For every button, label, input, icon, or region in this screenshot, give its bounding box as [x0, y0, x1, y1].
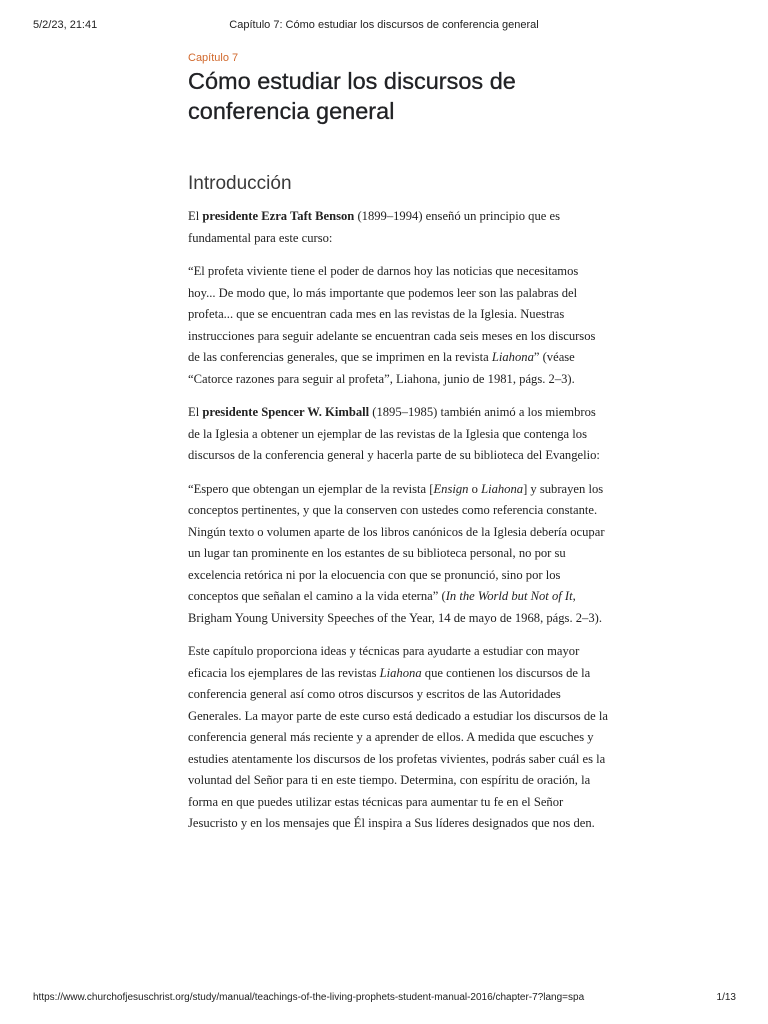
chapter-label: Capítulo 7: [188, 52, 239, 64]
section-title-introduccion: Introducción: [188, 173, 292, 194]
quote-text: “El profeta viviente tiene el poder de darnos hoy las noticias que necesitamos hoy... De modo que, lo más importante que podemos leer son las palabras del profeta... que se encuentran cada mes en las revistas de la Iglesia. Nuestras instrucciones para seguir adelante se encuentran cada seis meses en los discursos de las conferencias generales, que se imprimen en la revista: [188, 264, 596, 364]
print-page-title: Capítulo 7: Cómo estudiar los discursos de conferencia general: [229, 19, 539, 31]
chapter-title-line-1: Cómo estudiar los discursos de: [188, 68, 516, 94]
quote-kimball: [188, 479, 608, 630]
print-footer: [0, 990, 768, 1010]
paragraph-kimball: [188, 402, 608, 467]
paragraph-text: El: [188, 209, 203, 223]
publication-title: In the World but Not of It: [445, 589, 573, 603]
publication-title: Liahona: [481, 481, 524, 496]
speaker-name: presidente Ezra Taft Benson: [202, 209, 355, 223]
paragraph-chapter-overview: [188, 641, 608, 835]
page-number: 1/13: [716, 992, 736, 1003]
paragraph-benson: [188, 206, 608, 249]
publication-title: Liahona: [379, 665, 422, 680]
quote-citation: , Brigham Young University Speeches of the Year, 14 de mayo de 1968, págs. 2–3).: [188, 589, 602, 625]
quote-citation: ” (véase “Catorce razones para seguir al profeta”, Liahona, junio de 1981, págs. 2–3).: [188, 350, 575, 386]
publication-title: Liahona: [491, 350, 534, 364]
print-date: 5/2/23, 21:41: [33, 19, 98, 31]
quote-text: o: [468, 481, 482, 496]
paragraph-text: que contienen los discursos de la conferencia general así como otros discursos y escritos de las Autoridades Generales. La mayor parte de este curso está dedicado a estudiar los discursos de la conferencia general más reciente y a aprender de ellos. A medida que escuches y estudies atentamente los discursos de los profetas vivientes, podrás saber cuál es la voluntad del Señor para ti en este tiempo. Determina, con espíritu de oración, la forma en que puedes utilizar estas técnicas para aumentar tu fe en el Señor Jesucristo y en los mensajes que Él inspira a Sus líderes designados que nos den.: [188, 665, 608, 830]
chapter-title: [188, 66, 608, 126]
print-header: [0, 0, 768, 40]
quote-text: ] y subrayen los conceptos pertinentes, y que la conserven con ustedes como referencia constante. Ningún texto o volumen aparte de los libros canónicos de la Iglesia debería ocupar un lugar tan prominente en los estantes de su biblioteca personal, no por su excelencia retórica ni por la elocuencia con que se pronunció, sino por los conceptos que señalan el camino a la vida eterna” (: [188, 481, 605, 603]
article-content: [188, 50, 608, 835]
print-url: https://www.churchofjesuschrist.org/study/manual/teachings-of-the-living-prophets-student-manual-2016/chapter-7?lang=spa: [33, 992, 585, 1003]
quote-text: “Espero que obtengan un ejemplar de la revista [: [188, 481, 434, 496]
publication-title: Ensign: [433, 481, 469, 496]
chapter-title-line-2: conferencia general: [188, 98, 395, 124]
paragraph-text: (1895–1985) también animó a los miembros de la Iglesia a obtener un ejemplar de las revistas de la Iglesia que contenga los discursos de la conferencia general y hacerla parte de su biblioteca del Evangelio:: [188, 405, 600, 462]
paragraph-text: Este capítulo proporciona ideas y técnicas para ayudarte a estudiar con mayor eficacia los ejemplares de las revistas: [188, 644, 580, 680]
paragraph-text: (1899–1994) enseñó un principio que es fundamental para este curso:: [188, 209, 560, 245]
paragraph-text: El: [188, 405, 203, 419]
speaker-name: presidente Spencer W. Kimball: [202, 405, 370, 419]
quote-benson: [188, 261, 608, 390]
